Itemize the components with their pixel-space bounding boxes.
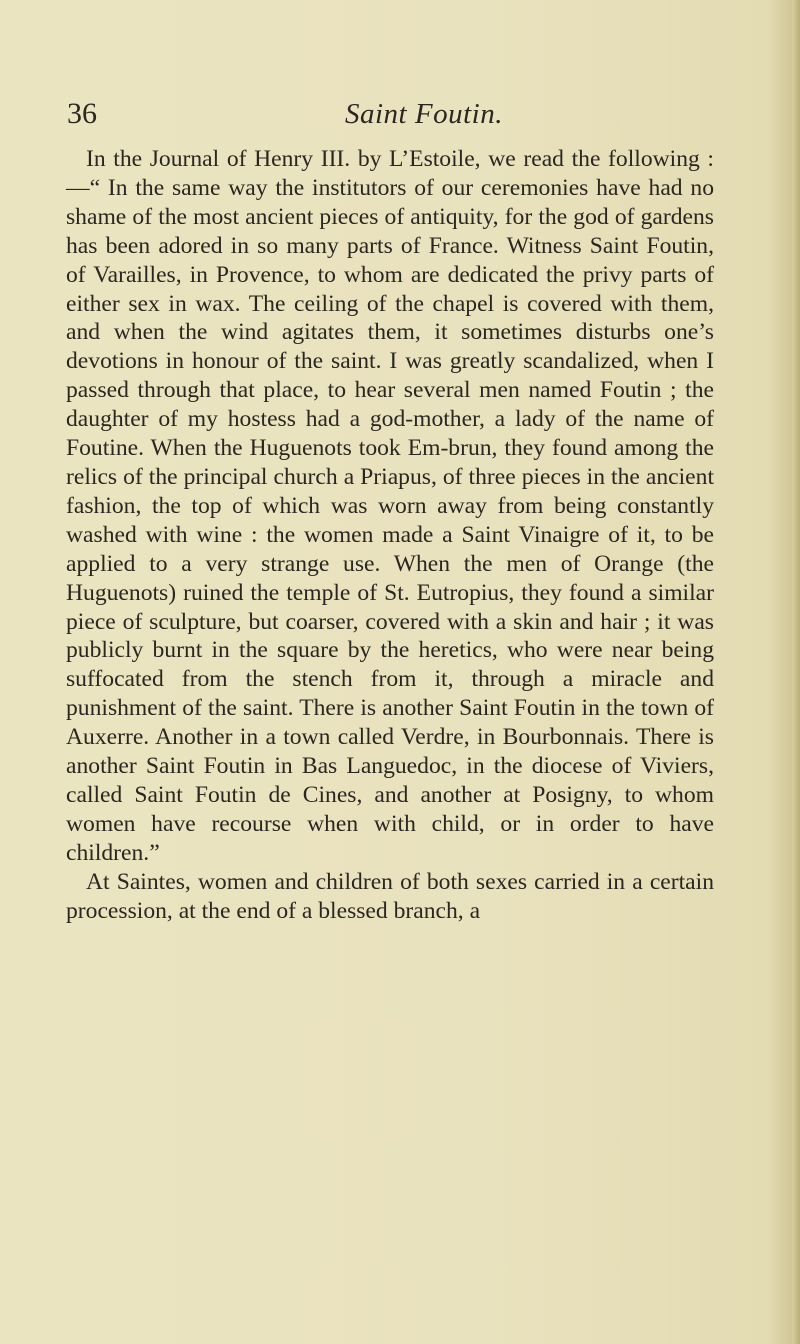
page-header (0, 94, 800, 134)
running-title: Saint Foutin. (345, 98, 503, 130)
paragraph-2: At Saintes, women and children of both sexes carried in a certain procession, at the end of a blessed branch, a (66, 868, 714, 924)
body-text (66, 145, 714, 925)
page-edge (792, 0, 800, 1344)
paragraph-1: In the Journal of Henry III. by L’Estoile, we read the following :—“ In the same way the institutors of our ceremonies have had no shame of the most ancient pieces of antiquity, for the god of gardens has been adored in so many parts of France. Witness Saint Foutin, of Varailles, in Provence, to whom are dedicated the privy parts of either sex in wax. The ceiling of the chapel is covered with them, and when the wind agitates them, it sometimes disturbs one’s devotions in honour of the saint. I was greatly scandalized, when I passed through that place, to hear several men named Foutin ; the daughter of my hostess had a god-mother, a lady of the name of Foutine. When the Huguenots took Em-brun, they found among the relics of the principal church a Priapus, of three pieces in the ancient fashion, the top of which was worn away from being constantly washed with wine : the women made a Saint Vinaigre of it, to be applied to a very strange use. When the men of Orange (the Huguenots) ruined the temple of St. Eutropius, they found a similar piece of sculpture, but coarser, covered with a skin and hair ; it was publicly burnt in the square by the heretics, who were near being suffocated from the stench from it, through a miracle and punishment of the saint. There is another Saint Foutin in the town of Auxerre. Another in a town called Verdre, in Bourbonnais. There is another Saint Foutin in Bas Languedoc, in the diocese of Viviers, called Saint Foutin de Cines, and another at Posigny, to whom women have recourse when with child, or in order to have children.” (66, 146, 714, 866)
page-number: 36 (67, 97, 97, 130)
